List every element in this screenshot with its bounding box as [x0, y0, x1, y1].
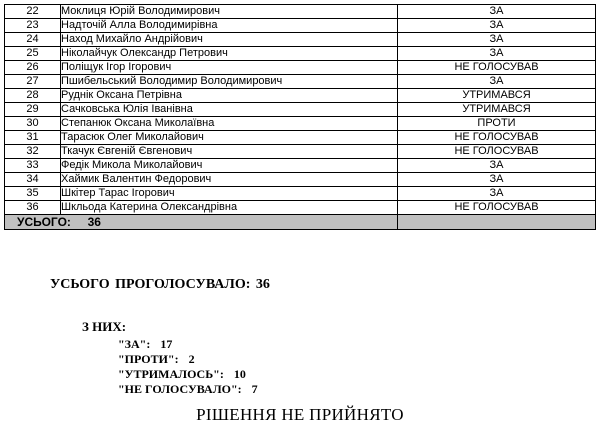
- breakdown-label: "УТРИМАЛОСЬ":: [118, 367, 224, 381]
- table-row: [5, 173, 596, 187]
- vote-result: ПРОТИ: [398, 117, 596, 131]
- row-number: 22: [5, 5, 61, 19]
- deputy-name: Поліщук Ігор Ігорович: [61, 61, 398, 75]
- row-number: 31: [5, 131, 61, 145]
- table-row: [5, 159, 596, 173]
- table-row: [5, 117, 596, 131]
- deputy-name: Наход Михайло Андрійович: [61, 33, 398, 47]
- vote-result: ЗА: [398, 19, 596, 33]
- table-row: [5, 201, 596, 215]
- total-label: УСЬОГО:: [17, 214, 71, 229]
- table-row: [5, 131, 596, 145]
- deputy-name: Сачковська Юлія Іванівна: [61, 103, 398, 117]
- total-value: 36: [87, 214, 101, 229]
- table-row: [5, 47, 596, 61]
- table-row: [5, 75, 596, 89]
- total-empty-cell: [398, 215, 596, 230]
- breakdown-abstained: [118, 367, 246, 382]
- vote-result: УТРИМАВСЯ: [398, 89, 596, 103]
- row-number: 30: [5, 117, 61, 131]
- row-number: 26: [5, 61, 61, 75]
- total-cell: [5, 215, 398, 230]
- deputy-name: Шкльода Катерина Олександрівна: [61, 201, 398, 215]
- row-number: 28: [5, 89, 61, 103]
- table-row: [5, 103, 596, 117]
- deputy-name: Руднік Оксана Петрівна: [61, 89, 398, 103]
- deputy-name: Ніколайчук Олександр Петрович: [61, 47, 398, 61]
- deputy-name: Моклиця Юрій Володимирович: [61, 5, 398, 19]
- row-number: 32: [5, 145, 61, 159]
- vote-result: УТРИМАВСЯ: [398, 103, 596, 117]
- vote-result: ЗА: [398, 159, 596, 173]
- row-number: 25: [5, 47, 61, 61]
- vote-result: ЗА: [398, 75, 596, 89]
- vote-result: ЗА: [398, 47, 596, 61]
- voting-results-body: [5, 5, 596, 215]
- deputy-name: Ткачук Євгеній Євгенович: [61, 145, 398, 159]
- table-row: [5, 33, 596, 47]
- breakdown-count: 7: [251, 382, 258, 396]
- breakdown-label: "ЗА":: [118, 337, 151, 351]
- vote-result: ЗА: [398, 33, 596, 47]
- row-number: 29: [5, 103, 61, 117]
- vote-result: НЕ ГОЛОСУВАВ: [398, 61, 596, 75]
- vote-result: ЗА: [398, 187, 596, 201]
- vote-result: ЗА: [398, 173, 596, 187]
- of-them-heading: З НИХ:: [82, 319, 127, 334]
- deputy-name: Федік Микола Миколайович: [61, 159, 398, 173]
- deputy-name: Тарасюк Олег Миколайович: [61, 131, 398, 145]
- table-row: [5, 145, 596, 159]
- decision-result: РІШЕННЯ НЕ ПРИЙНЯТО: [196, 405, 404, 424]
- row-number: 27: [5, 75, 61, 89]
- row-number: 33: [5, 159, 61, 173]
- row-number: 34: [5, 173, 61, 187]
- deputy-name: Пшибельський Володимир Володимирович: [61, 75, 398, 89]
- breakdown-label: "НЕ ГОЛОСУВАЛО":: [118, 382, 242, 396]
- vote-result: НЕ ГОЛОСУВАВ: [398, 201, 596, 215]
- vote-result: ЗА: [398, 5, 596, 19]
- breakdown-count: 10: [233, 367, 246, 381]
- voting-results-table: [4, 4, 596, 230]
- deputy-name: Степанюк Оксана Миколаївна: [61, 117, 398, 131]
- breakdown-count: 2: [188, 352, 195, 366]
- breakdown-not-voted: [118, 382, 258, 397]
- row-number: 36: [5, 201, 61, 215]
- deputy-name: Шкітер Тарас Ігорович: [61, 187, 398, 201]
- table-row: [5, 89, 596, 103]
- total-row: [5, 215, 596, 230]
- row-number: 35: [5, 187, 61, 201]
- table-row: [5, 61, 596, 75]
- row-number: 23: [5, 19, 61, 33]
- breakdown-against: [118, 352, 195, 367]
- table-row: [5, 19, 596, 33]
- row-number: 24: [5, 33, 61, 47]
- breakdown-for: [118, 337, 172, 352]
- deputy-name: Надточій Алла Володимирівна: [61, 19, 398, 33]
- vote-result: НЕ ГОЛОСУВАВ: [398, 145, 596, 159]
- vote-result: НЕ ГОЛОСУВАВ: [398, 131, 596, 145]
- total-voted-summary: УСЬОГО ПРОГОЛОСУВАЛО: 36: [50, 277, 270, 292]
- breakdown-label: "ПРОТИ":: [118, 352, 179, 366]
- deputy-name: Хаймик Валентин Федорович: [61, 173, 398, 187]
- table-row: [5, 187, 596, 201]
- breakdown-count: 17: [160, 337, 173, 351]
- table-row: [5, 5, 596, 19]
